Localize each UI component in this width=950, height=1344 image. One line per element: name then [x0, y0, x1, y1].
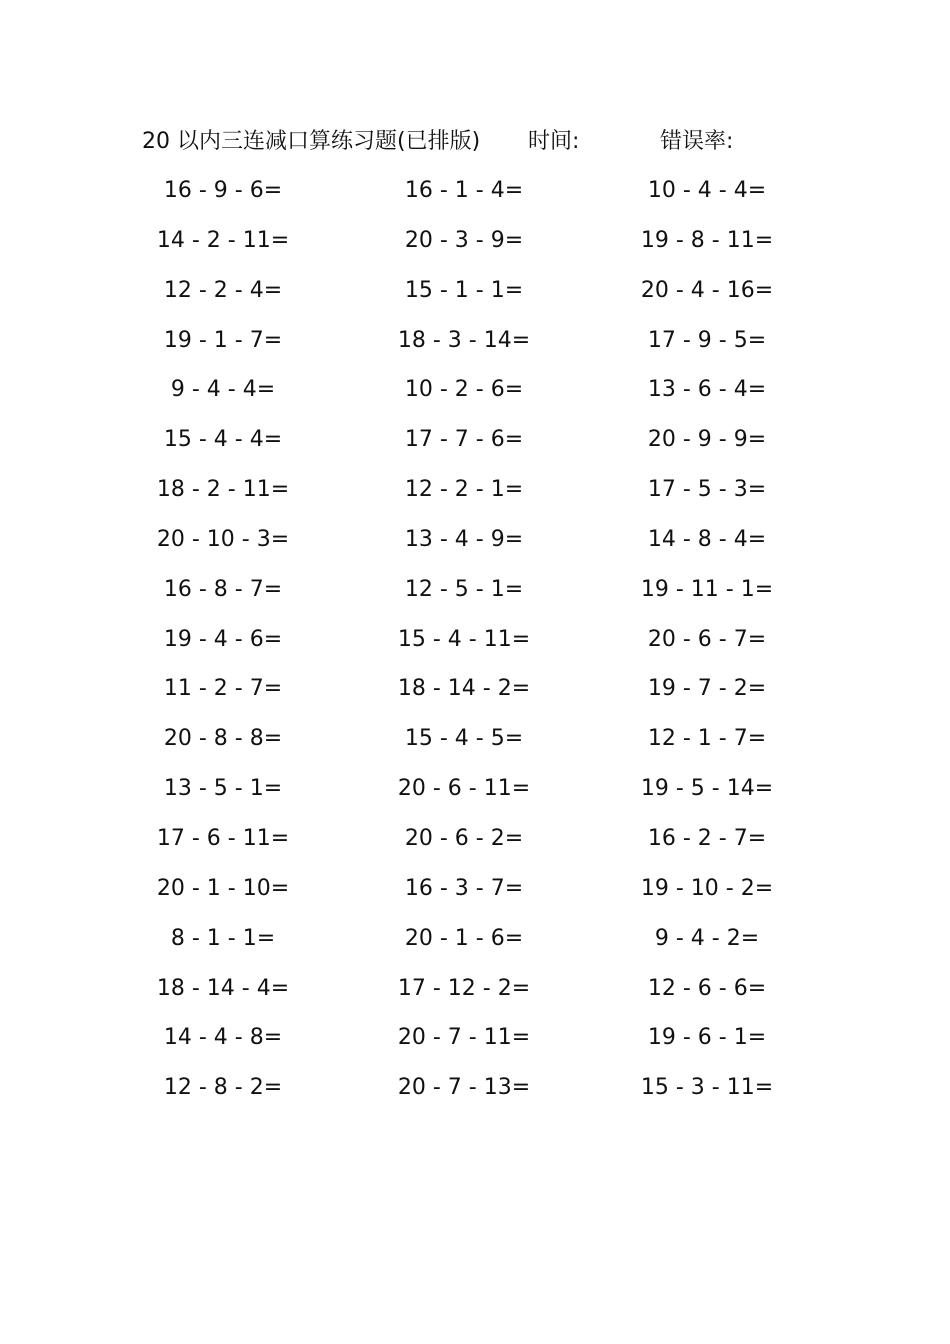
- problem-item: 15 - 4 - 11=: [397, 626, 531, 652]
- problem-item: 13 - 5 - 1=: [163, 776, 283, 802]
- problem-item: 12 - 2 - 1=: [404, 477, 524, 503]
- problem-item: 20 - 6 - 11=: [397, 776, 531, 802]
- problem-item: 19 - 4 - 6=: [163, 626, 283, 652]
- problem-item: 20 - 7 - 13=: [397, 1075, 531, 1101]
- problem-item: 10 - 2 - 6=: [404, 377, 524, 403]
- problem-item: 18 - 14 - 4=: [156, 975, 290, 1001]
- problem-row: [0, 415, 950, 465]
- problem-item: 16 - 8 - 7=: [163, 576, 283, 602]
- problem-row: [0, 914, 950, 964]
- problem-item: 19 - 5 - 14=: [640, 776, 774, 802]
- problem-row: [0, 764, 950, 814]
- time-label: 时间:: [528, 129, 580, 154]
- problem-item: 9 - 4 - 2=: [654, 925, 760, 951]
- problem-item: 18 - 2 - 11=: [156, 477, 290, 503]
- problem-item: 20 - 7 - 11=: [397, 1025, 531, 1051]
- problem-row: [0, 714, 950, 764]
- problem-item: 19 - 10 - 2=: [640, 875, 774, 901]
- problem-item: 19 - 6 - 1=: [647, 1025, 767, 1051]
- problem-row: [0, 565, 950, 615]
- problem-item: 12 - 5 - 1=: [404, 576, 524, 602]
- problem-item: 18 - 3 - 14=: [397, 327, 531, 353]
- problem-row: [0, 1013, 950, 1063]
- problem-row: [0, 615, 950, 665]
- problem-item: 12 - 2 - 4=: [163, 277, 283, 303]
- problem-row: [0, 515, 950, 565]
- problem-item: 17 - 9 - 5=: [647, 327, 767, 353]
- worksheet-header: [142, 124, 822, 160]
- problem-row: [0, 864, 950, 914]
- problem-item: 19 - 8 - 11=: [640, 227, 774, 253]
- problem-item: 16 - 9 - 6=: [163, 178, 283, 203]
- problem-grid: [0, 166, 950, 1113]
- problem-row: [0, 964, 950, 1014]
- problem-item: 17 - 12 - 2=: [397, 975, 531, 1001]
- problem-row: [0, 664, 950, 714]
- problem-item: 20 - 6 - 2=: [404, 825, 524, 851]
- problem-row: [0, 814, 950, 864]
- problem-item: 8 - 1 - 1=: [170, 925, 276, 951]
- problem-item: 16 - 3 - 7=: [404, 875, 524, 901]
- problem-item: 19 - 1 - 7=: [163, 327, 283, 353]
- problem-row: [0, 465, 950, 515]
- problem-item: 18 - 14 - 2=: [397, 676, 531, 702]
- worksheet-title: 20 以内三连减口算练习题(已排版): [142, 129, 481, 154]
- problem-item: 17 - 5 - 3=: [647, 477, 767, 503]
- problem-item: 16 - 1 - 4=: [404, 178, 524, 203]
- problem-row: [0, 1063, 950, 1113]
- error-rate-label: 错误率:: [660, 129, 734, 154]
- problem-item: 9 - 4 - 4=: [170, 377, 276, 403]
- problem-item: 20 - 8 - 8=: [163, 726, 283, 752]
- problem-row: [0, 316, 950, 366]
- problem-item: 13 - 6 - 4=: [647, 377, 767, 403]
- problem-item: 12 - 8 - 2=: [163, 1075, 283, 1101]
- problem-item: 16 - 2 - 7=: [647, 825, 767, 851]
- problem-item: 13 - 4 - 9=: [404, 526, 524, 552]
- problem-item: 20 - 6 - 7=: [647, 626, 767, 652]
- problem-item: 12 - 1 - 7=: [647, 726, 767, 752]
- problem-item: 20 - 9 - 9=: [647, 427, 767, 453]
- problem-row: [0, 216, 950, 266]
- problem-item: 15 - 4 - 4=: [163, 427, 283, 453]
- problem-item: 20 - 1 - 10=: [156, 875, 290, 901]
- problem-row: [0, 266, 950, 316]
- problem-item: 20 - 10 - 3=: [156, 526, 290, 552]
- problem-item: 17 - 7 - 6=: [404, 427, 524, 453]
- problem-item: 15 - 4 - 5=: [404, 726, 524, 752]
- problem-item: 12 - 6 - 6=: [647, 975, 767, 1001]
- problem-item: 11 - 2 - 7=: [163, 676, 283, 702]
- problem-item: 15 - 1 - 1=: [404, 277, 524, 303]
- problem-item: 15 - 3 - 11=: [640, 1075, 774, 1101]
- problem-item: 19 - 11 - 1=: [640, 576, 774, 602]
- problem-item: 20 - 3 - 9=: [404, 227, 524, 253]
- problem-row: [0, 365, 950, 415]
- problem-item: 19 - 7 - 2=: [647, 676, 767, 702]
- problem-item: 20 - 4 - 16=: [640, 277, 774, 303]
- problem-item: 14 - 2 - 11=: [156, 227, 290, 253]
- problem-item: 14 - 4 - 8=: [163, 1025, 283, 1051]
- problem-item: 10 - 4 - 4=: [647, 178, 767, 203]
- problem-item: 14 - 8 - 4=: [647, 526, 767, 552]
- problem-row: [0, 166, 950, 216]
- problem-item: 17 - 6 - 11=: [156, 825, 290, 851]
- problem-item: 20 - 1 - 6=: [404, 925, 524, 951]
